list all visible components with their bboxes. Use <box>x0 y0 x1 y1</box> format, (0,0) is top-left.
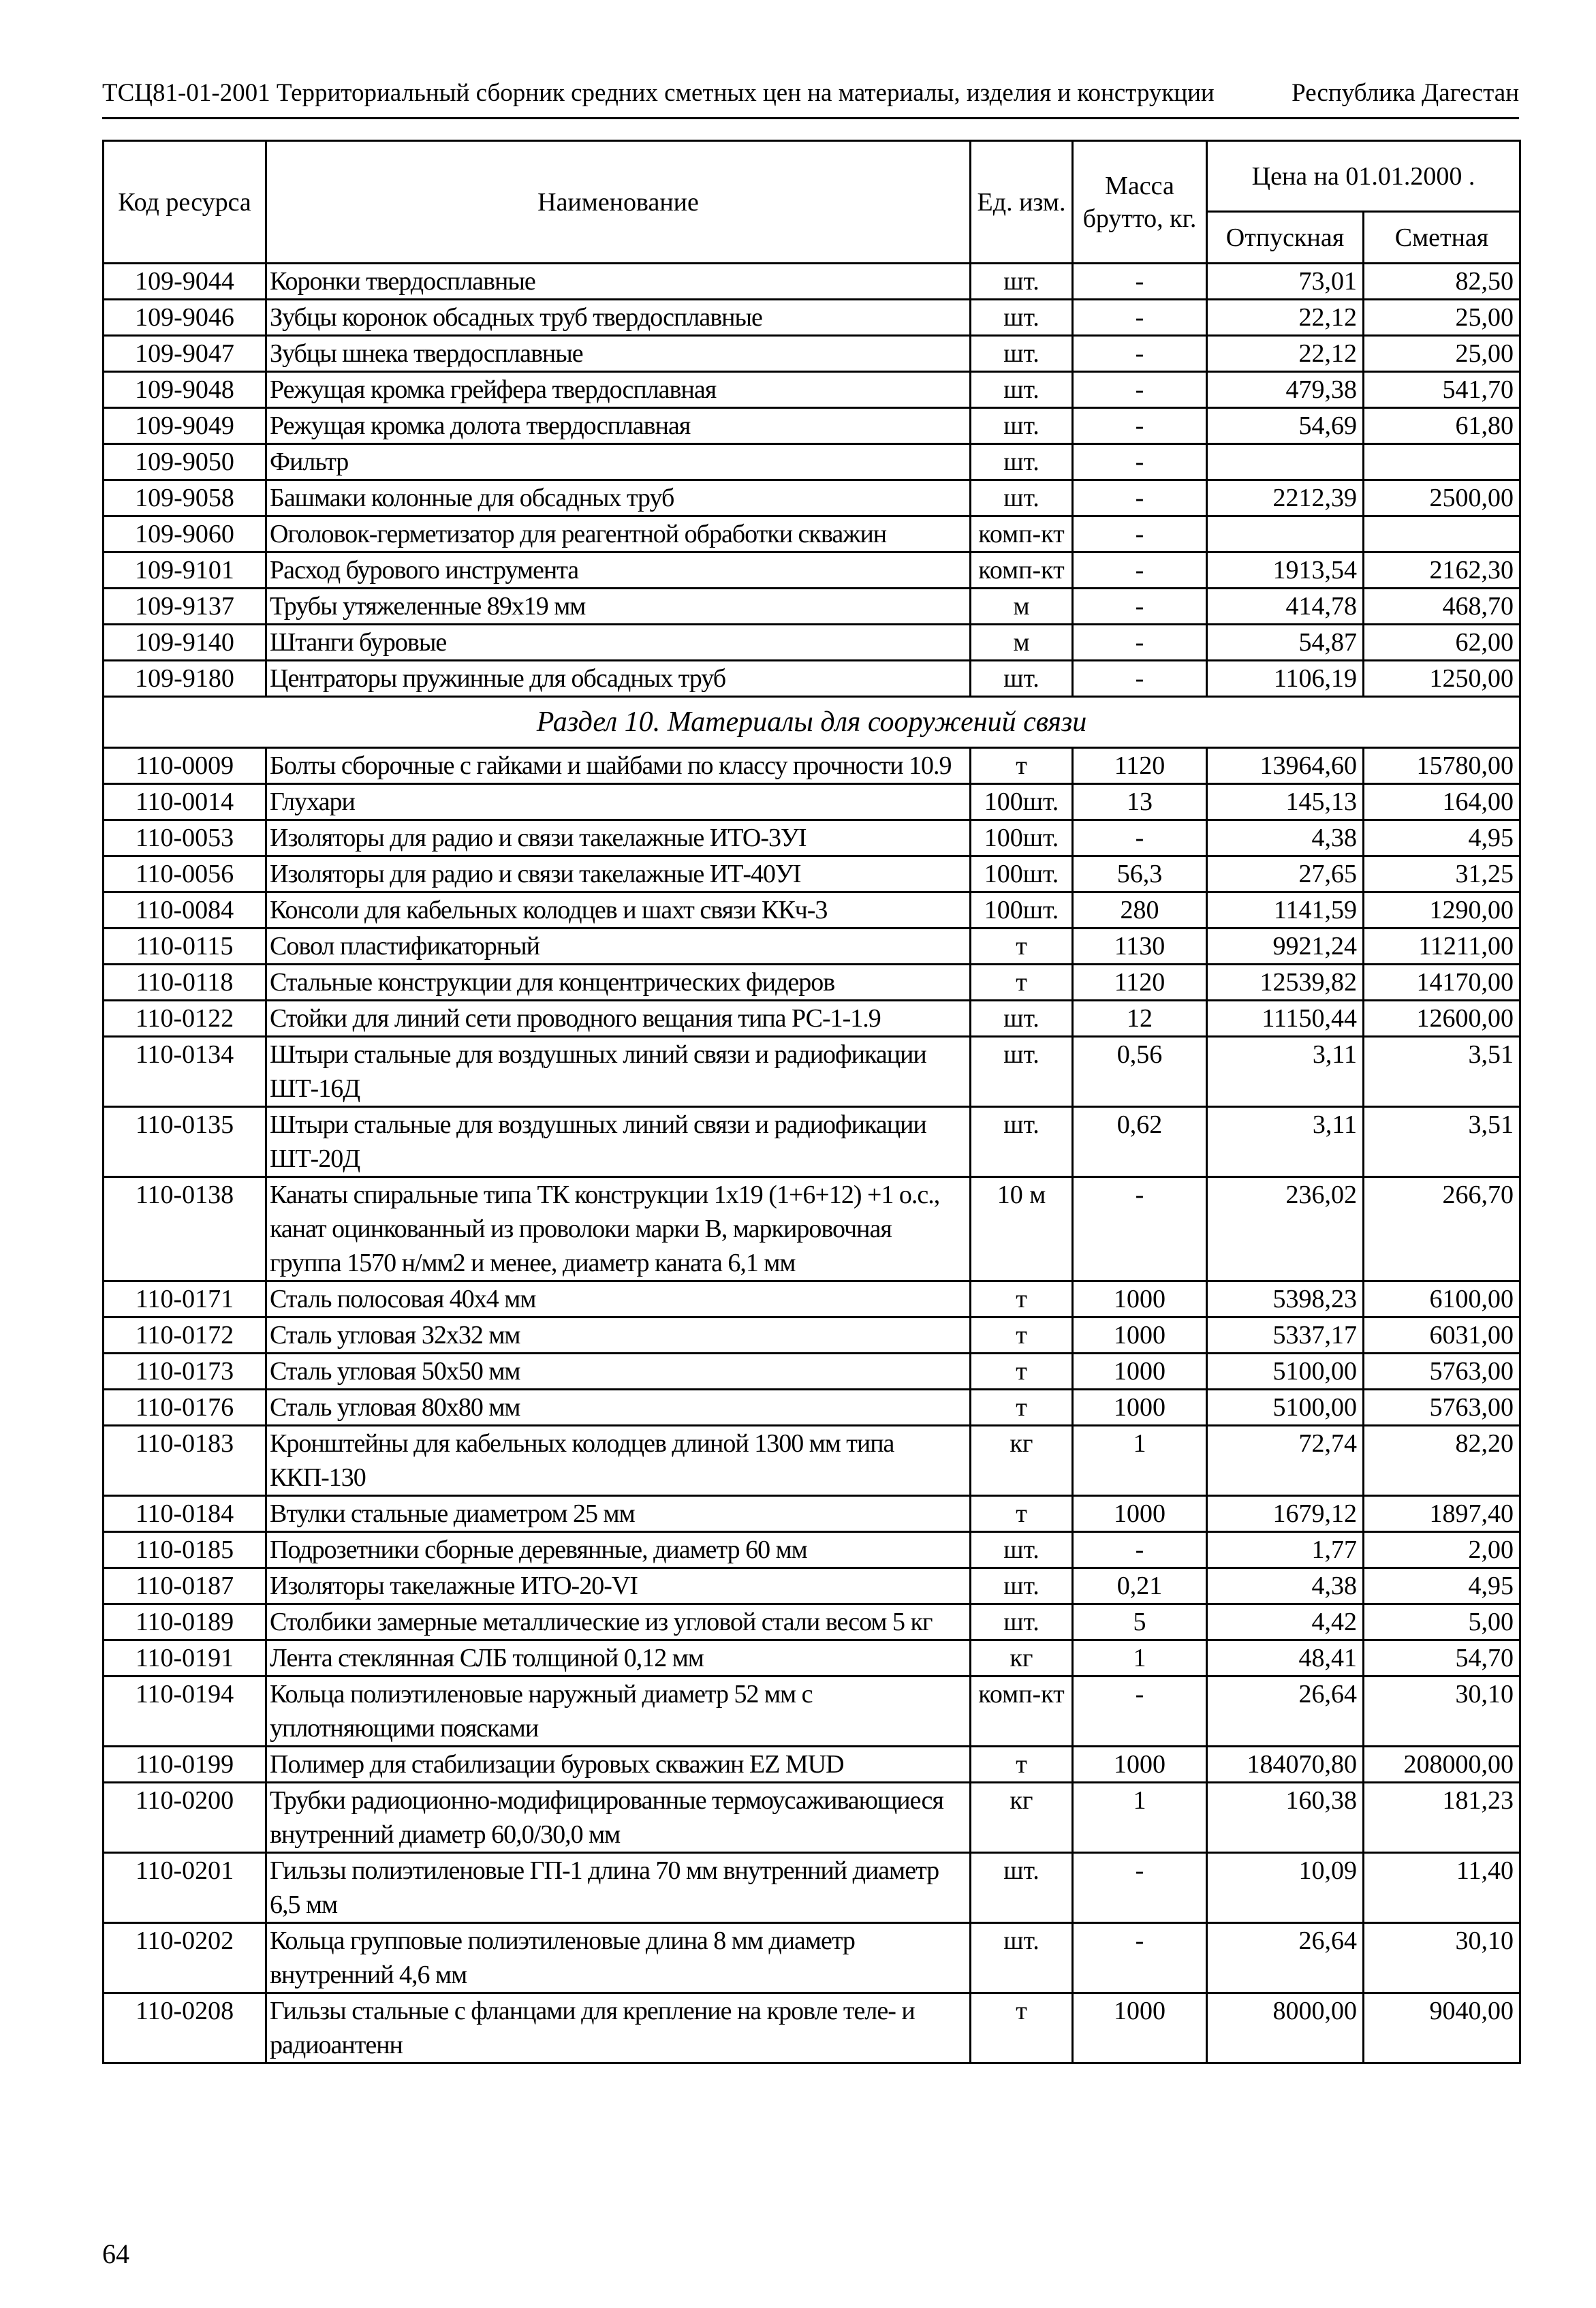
table-row <box>104 1783 1520 1853</box>
table-body-section-10 <box>104 748 1520 2063</box>
resource-name-cell: Совол пластификаторный <box>266 929 971 965</box>
release-price-cell <box>1207 444 1364 480</box>
section-title: Раздел 10. Материалы для сооружений связи <box>104 697 1520 748</box>
unit-cell: т <box>971 929 1073 965</box>
unit-cell: шт. <box>971 300 1073 336</box>
estimate-price-cell: 31,25 <box>1364 856 1520 892</box>
estimate-price-cell: 164,00 <box>1364 784 1520 820</box>
table-row <box>104 300 1520 336</box>
resource-code-cell: 109-9137 <box>104 589 266 625</box>
release-price-cell: 1,77 <box>1207 1532 1364 1568</box>
resource-code-cell: 110-0173 <box>104 1354 266 1390</box>
release-price-cell: 54,69 <box>1207 408 1364 444</box>
release-price-cell: 26,64 <box>1207 1677 1364 1747</box>
table-body-section-9 <box>104 264 1520 697</box>
release-price-cell: 12539,82 <box>1207 965 1364 1001</box>
table-header <box>104 141 1520 264</box>
release-price-cell: 5337,17 <box>1207 1317 1364 1354</box>
unit-cell: шт. <box>971 1037 1073 1107</box>
resource-name-cell: Изоляторы такелажные ИТО-20-VI <box>266 1568 971 1604</box>
mass-cell: 1120 <box>1073 965 1207 1001</box>
estimate-price-cell: 12600,00 <box>1364 1001 1520 1037</box>
unit-cell: комп-кт <box>971 1677 1073 1747</box>
table-row <box>104 1568 1520 1604</box>
table-row <box>104 1001 1520 1037</box>
release-price-cell: 10,09 <box>1207 1853 1364 1923</box>
estimate-price-cell: 3,51 <box>1364 1107 1520 1177</box>
header-mass: Масса брутто, кг. <box>1073 141 1207 264</box>
estimate-price-cell: 1897,40 <box>1364 1496 1520 1532</box>
estimate-price-cell: 468,70 <box>1364 589 1520 625</box>
estimate-price-cell: 4,95 <box>1364 1568 1520 1604</box>
table-row <box>104 1496 1520 1532</box>
release-price-cell: 48,41 <box>1207 1640 1364 1677</box>
resource-name-cell: Режущая кромка долота твердосплавная <box>266 408 971 444</box>
table-row <box>104 1677 1520 1747</box>
header-unit: Ед. изм. <box>971 141 1073 264</box>
estimate-price-cell: 2162,30 <box>1364 552 1520 589</box>
table-row <box>104 589 1520 625</box>
resource-name-cell: Зубцы шнека твердосплавные <box>266 336 971 372</box>
estimate-price-cell: 4,95 <box>1364 820 1520 856</box>
resource-code-cell: 110-0053 <box>104 820 266 856</box>
release-price-cell: 145,13 <box>1207 784 1364 820</box>
resource-name-cell: Трубы утяжеленные 89х19 мм <box>266 589 971 625</box>
unit-cell: кг <box>971 1640 1073 1677</box>
unit-cell: т <box>971 965 1073 1001</box>
release-price-cell: 5100,00 <box>1207 1354 1364 1390</box>
release-price-cell: 1679,12 <box>1207 1496 1364 1532</box>
resource-code-cell: 110-0191 <box>104 1640 266 1677</box>
header-release-price: Отпускная <box>1207 212 1364 264</box>
mass-cell: 12 <box>1073 1001 1207 1037</box>
table-row <box>104 1177 1520 1281</box>
table-row <box>104 336 1520 372</box>
resource-name-cell: Сталь угловая 32х32 мм <box>266 1317 971 1354</box>
resource-code-cell: 110-0115 <box>104 929 266 965</box>
estimate-price-cell: 5763,00 <box>1364 1354 1520 1390</box>
mass-cell: - <box>1073 1677 1207 1747</box>
estimate-price-cell: 54,70 <box>1364 1640 1520 1677</box>
unit-cell: т <box>971 1354 1073 1390</box>
release-price-cell: 22,12 <box>1207 300 1364 336</box>
resource-code-cell: 110-0201 <box>104 1853 266 1923</box>
table-row <box>104 552 1520 589</box>
mass-cell: 5 <box>1073 1604 1207 1640</box>
resource-code-cell: 109-9049 <box>104 408 266 444</box>
mass-cell: 1000 <box>1073 1281 1207 1317</box>
mass-cell: - <box>1073 625 1207 661</box>
unit-cell: шт. <box>971 1923 1073 1993</box>
resource-code-cell: 110-0014 <box>104 784 266 820</box>
release-price-cell: 236,02 <box>1207 1177 1364 1281</box>
mass-cell: 0,56 <box>1073 1037 1207 1107</box>
resource-name-cell: Штыри стальные для воздушных линий связи и радиофикации ШТ-20Д <box>266 1107 971 1177</box>
resource-name-cell: Центраторы пружинные для обсадных труб <box>266 661 971 697</box>
page-number: 64 <box>102 2239 129 2269</box>
resource-code-cell: 110-0084 <box>104 892 266 929</box>
estimate-price-cell: 6031,00 <box>1364 1317 1520 1354</box>
unit-cell: шт. <box>971 1532 1073 1568</box>
unit-cell: шт. <box>971 408 1073 444</box>
mass-cell: 0,62 <box>1073 1107 1207 1177</box>
resource-name-cell: Глухари <box>266 784 971 820</box>
resource-name-cell: Сталь полосовая 40х4 мм <box>266 1281 971 1317</box>
unit-cell: 100шт. <box>971 856 1073 892</box>
mass-cell: 1000 <box>1073 1317 1207 1354</box>
estimate-price-cell: 9040,00 <box>1364 1993 1520 2063</box>
estimate-price-cell: 25,00 <box>1364 336 1520 372</box>
resource-code-cell: 109-9046 <box>104 300 266 336</box>
release-price-cell: 8000,00 <box>1207 1993 1364 2063</box>
unit-cell: комп-кт <box>971 552 1073 589</box>
resource-code-cell: 109-9058 <box>104 480 266 516</box>
resource-name-cell: Болты сборочные с гайками и шайбами по классу прочности 10.9 <box>266 748 971 784</box>
resource-name-cell: Канаты спиральные типа ТК конструкции 1х19 (1+6+12) +1 о.с., канат оцинкованный из проволоки марки В, маркировочная группа 1570 н/мм2 и менее, диаметр каната 6,1 мм <box>266 1177 971 1281</box>
resource-code-cell: 110-0135 <box>104 1107 266 1177</box>
estimate-price-cell: 6100,00 <box>1364 1281 1520 1317</box>
mass-cell: 1000 <box>1073 1747 1207 1783</box>
resource-name-cell: Фильтр <box>266 444 971 480</box>
resource-code-cell: 110-0138 <box>104 1177 266 1281</box>
table-row <box>104 1107 1520 1177</box>
document-title: ТСЦ81-01-2001 Территориальный сборник средних сметных цен на материалы, изделия и конструкции <box>102 79 1215 107</box>
release-price-cell: 1141,59 <box>1207 892 1364 929</box>
resource-name-cell: Изоляторы для радио и связи такелажные ИТ-40УI <box>266 856 971 892</box>
unit-cell: шт. <box>971 661 1073 697</box>
resource-name-cell: Оголовок-герметизатор для реагентной обработки скважин <box>266 516 971 552</box>
release-price-cell <box>1207 516 1364 552</box>
resource-name-cell: Лента стеклянная СЛБ толщиной 0,12 мм <box>266 1640 971 1677</box>
release-price-cell: 1913,54 <box>1207 552 1364 589</box>
resource-code-cell: 110-0176 <box>104 1390 266 1426</box>
unit-cell: т <box>971 1281 1073 1317</box>
release-price-cell: 5100,00 <box>1207 1390 1364 1426</box>
release-price-cell: 4,38 <box>1207 820 1364 856</box>
unit-cell: 100шт. <box>971 784 1073 820</box>
unit-cell: кг <box>971 1426 1073 1496</box>
resource-code-cell: 110-0208 <box>104 1993 266 2063</box>
mass-cell: - <box>1073 820 1207 856</box>
table-row <box>104 1317 1520 1354</box>
mass-cell: - <box>1073 516 1207 552</box>
table-row <box>104 661 1520 697</box>
release-price-cell: 73,01 <box>1207 264 1364 300</box>
release-price-cell: 3,11 <box>1207 1037 1364 1107</box>
resource-name-cell: Сталь угловая 80х80 мм <box>266 1390 971 1426</box>
header-name: Наименование <box>266 141 971 264</box>
resource-code-cell: 110-0199 <box>104 1747 266 1783</box>
resource-name-cell: Гильзы полиэтиленовые ГП-1 длина 70 мм внутренний диаметр 6,5 мм <box>266 1853 971 1923</box>
mass-cell: 1000 <box>1073 1496 1207 1532</box>
resource-name-cell: Кольца групповые полиэтиленовые длина 8 мм диаметр внутренний 4,6 мм <box>266 1923 971 1993</box>
unit-cell: шт. <box>971 1604 1073 1640</box>
mass-cell: - <box>1073 480 1207 516</box>
unit-cell: 100шт. <box>971 892 1073 929</box>
header-code: Код ресурса <box>104 141 266 264</box>
mass-cell: 1 <box>1073 1783 1207 1853</box>
release-price-cell: 160,38 <box>1207 1783 1364 1853</box>
unit-cell: т <box>971 1317 1073 1354</box>
estimate-price-cell: 25,00 <box>1364 300 1520 336</box>
release-price-cell: 4,42 <box>1207 1604 1364 1640</box>
mass-cell: - <box>1073 300 1207 336</box>
unit-cell: м <box>971 589 1073 625</box>
table-row <box>104 444 1520 480</box>
table-row <box>104 1532 1520 1568</box>
table-row <box>104 748 1520 784</box>
table-row <box>104 1747 1520 1783</box>
unit-cell: м <box>971 625 1073 661</box>
resource-name-cell: Штыри стальные для воздушных линий связи и радиофикации ШТ-16Д <box>266 1037 971 1107</box>
release-price-cell: 2212,39 <box>1207 480 1364 516</box>
table-row <box>104 1426 1520 1496</box>
resource-name-cell: Башмаки колонные для обсадных труб <box>266 480 971 516</box>
mass-cell: - <box>1073 589 1207 625</box>
unit-cell: т <box>971 1993 1073 2063</box>
unit-cell: шт. <box>971 372 1073 408</box>
unit-cell: т <box>971 748 1073 784</box>
table-row <box>104 1281 1520 1317</box>
estimate-price-cell: 5763,00 <box>1364 1390 1520 1426</box>
release-price-cell: 1106,19 <box>1207 661 1364 697</box>
resource-code-cell: 110-0118 <box>104 965 266 1001</box>
resource-name-cell: Расход бурового инструмента <box>266 552 971 589</box>
mass-cell: - <box>1073 1177 1207 1281</box>
resource-code-cell: 110-0202 <box>104 1923 266 1993</box>
table-row <box>104 784 1520 820</box>
mass-cell: 1000 <box>1073 1993 1207 2063</box>
resource-name-cell: Кольца полиэтиленовые наружный диаметр 52 мм с уплотняющими поясками <box>266 1677 971 1747</box>
resource-name-cell: Изоляторы для радио и связи такелажные ИТО-3УI <box>266 820 971 856</box>
release-price-cell: 414,78 <box>1207 589 1364 625</box>
table-row <box>104 892 1520 929</box>
estimate-price-cell: 30,10 <box>1364 1923 1520 1993</box>
mass-cell: 13 <box>1073 784 1207 820</box>
mass-cell: 56,3 <box>1073 856 1207 892</box>
estimate-price-cell: 181,23 <box>1364 1783 1520 1853</box>
mass-cell: - <box>1073 444 1207 480</box>
release-price-cell: 479,38 <box>1207 372 1364 408</box>
unit-cell: шт. <box>971 480 1073 516</box>
estimate-price-cell: 62,00 <box>1364 625 1520 661</box>
table-row <box>104 625 1520 661</box>
estimate-price-cell: 266,70 <box>1364 1177 1520 1281</box>
mass-cell: - <box>1073 552 1207 589</box>
mass-cell: 280 <box>1073 892 1207 929</box>
price-table <box>102 140 1521 2064</box>
resource-name-cell: Режущая кромка грейфера твердосплавная <box>266 372 971 408</box>
mass-cell: 1 <box>1073 1426 1207 1496</box>
mass-cell: 1 <box>1073 1640 1207 1677</box>
mass-cell: - <box>1073 336 1207 372</box>
estimate-price-cell: 14170,00 <box>1364 965 1520 1001</box>
resource-code-cell: 110-0134 <box>104 1037 266 1107</box>
table-row <box>104 965 1520 1001</box>
release-price-cell: 13964,60 <box>1207 748 1364 784</box>
resource-code-cell: 110-0200 <box>104 1783 266 1853</box>
estimate-price-cell: 82,50 <box>1364 264 1520 300</box>
estimate-price-cell: 61,80 <box>1364 408 1520 444</box>
header-estimate-price: Сметная <box>1364 212 1520 264</box>
table-row <box>104 929 1520 965</box>
release-price-cell: 184070,80 <box>1207 1747 1364 1783</box>
resource-code-cell: 109-9050 <box>104 444 266 480</box>
header-divider <box>102 117 1519 119</box>
estimate-price-cell <box>1364 516 1520 552</box>
unit-cell: шт. <box>971 1001 1073 1037</box>
resource-code-cell: 109-9101 <box>104 552 266 589</box>
estimate-price-cell: 82,20 <box>1364 1426 1520 1496</box>
estimate-price-cell: 11211,00 <box>1364 929 1520 965</box>
resource-code-cell: 110-0183 <box>104 1426 266 1496</box>
resource-name-cell: Столбики замерные металлические из угловой стали весом 5 кг <box>266 1604 971 1640</box>
resource-code-cell: 109-9180 <box>104 661 266 697</box>
resource-name-cell: Трубки радиоционно-модифицированные термоусаживающиеся внутренний диаметр 60,0/30,0 мм <box>266 1783 971 1853</box>
table-row <box>104 1993 1520 2063</box>
table-row <box>104 1037 1520 1107</box>
release-price-cell: 9921,24 <box>1207 929 1364 965</box>
unit-cell: 100шт. <box>971 820 1073 856</box>
mass-cell: - <box>1073 372 1207 408</box>
resource-name-cell: Гильзы стальные с фланцами для крепление на кровле теле- и радиоантенн <box>266 1993 971 2063</box>
resource-code-cell: 110-0185 <box>104 1532 266 1568</box>
unit-cell: комп-кт <box>971 516 1073 552</box>
release-price-cell: 54,87 <box>1207 625 1364 661</box>
resource-code-cell: 109-9048 <box>104 372 266 408</box>
table-row <box>104 1923 1520 1993</box>
resource-code-cell: 110-0122 <box>104 1001 266 1037</box>
mass-cell: - <box>1073 408 1207 444</box>
resource-name-cell: Втулки стальные диаметром 25 мм <box>266 1496 971 1532</box>
unit-cell: 10 м <box>971 1177 1073 1281</box>
mass-cell: 0,21 <box>1073 1568 1207 1604</box>
resource-code-cell: 110-0194 <box>104 1677 266 1747</box>
resource-code-cell: 110-0009 <box>104 748 266 784</box>
table-row <box>104 1640 1520 1677</box>
resource-name-cell: Кронштейны для кабельных колодцев длиной 1300 мм типа ККП-130 <box>266 1426 971 1496</box>
mass-cell: 1000 <box>1073 1354 1207 1390</box>
table-row <box>104 820 1520 856</box>
mass-cell: - <box>1073 1853 1207 1923</box>
unit-cell: шт. <box>971 336 1073 372</box>
estimate-price-cell: 2500,00 <box>1364 480 1520 516</box>
mass-cell: - <box>1073 661 1207 697</box>
release-price-cell: 27,65 <box>1207 856 1364 892</box>
resource-code-cell: 110-0184 <box>104 1496 266 1532</box>
unit-cell: т <box>971 1390 1073 1426</box>
header-price: Цена на 01.01.2000 . <box>1207 141 1520 212</box>
mass-cell: - <box>1073 1532 1207 1568</box>
resource-code-cell: 109-9047 <box>104 336 266 372</box>
unit-cell: т <box>971 1747 1073 1783</box>
region-name: Республика Дагестан <box>1292 79 1519 107</box>
table-row <box>104 516 1520 552</box>
table-row <box>104 372 1520 408</box>
estimate-price-cell: 30,10 <box>1364 1677 1520 1747</box>
resource-name-cell: Полимер для стабилизации буровых скважин EZ MUD <box>266 1747 971 1783</box>
table-row <box>104 1354 1520 1390</box>
release-price-cell: 72,74 <box>1207 1426 1364 1496</box>
estimate-price-cell: 2,00 <box>1364 1532 1520 1568</box>
table-row <box>104 1604 1520 1640</box>
table-row <box>104 480 1520 516</box>
estimate-price-cell: 15780,00 <box>1364 748 1520 784</box>
unit-cell: шт. <box>971 1107 1073 1177</box>
resource-code-cell: 109-9044 <box>104 264 266 300</box>
estimate-price-cell <box>1364 444 1520 480</box>
mass-cell: 1000 <box>1073 1390 1207 1426</box>
resource-code-cell: 110-0171 <box>104 1281 266 1317</box>
estimate-price-cell: 208000,00 <box>1364 1747 1520 1783</box>
resource-name-cell: Стойки для линий сети проводного вещания типа РС-1-1.9 <box>266 1001 971 1037</box>
resource-name-cell: Штанги буровые <box>266 625 971 661</box>
unit-cell: т <box>971 1496 1073 1532</box>
estimate-price-cell: 3,51 <box>1364 1037 1520 1107</box>
resource-code-cell: 110-0172 <box>104 1317 266 1354</box>
mass-cell: - <box>1073 264 1207 300</box>
release-price-cell: 22,12 <box>1207 336 1364 372</box>
release-price-cell: 26,64 <box>1207 1923 1364 1993</box>
resource-name-cell: Зубцы коронок обсадных труб твердосплавные <box>266 300 971 336</box>
resource-code-cell: 109-9060 <box>104 516 266 552</box>
resource-name-cell: Подрозетники сборные деревянные, диаметр 60 мм <box>266 1532 971 1568</box>
section-divider <box>104 697 1520 748</box>
resource-code-cell: 110-0189 <box>104 1604 266 1640</box>
resource-code-cell: 110-0056 <box>104 856 266 892</box>
resource-name-cell: Сталь угловая 50х50 мм <box>266 1354 971 1390</box>
table-row <box>104 1390 1520 1426</box>
page-header <box>102 78 1519 119</box>
resource-code-cell: 109-9140 <box>104 625 266 661</box>
release-price-cell: 11150,44 <box>1207 1001 1364 1037</box>
mass-cell: 1120 <box>1073 748 1207 784</box>
release-price-cell: 3,11 <box>1207 1107 1364 1177</box>
mass-cell: - <box>1073 1923 1207 1993</box>
estimate-price-cell: 5,00 <box>1364 1604 1520 1640</box>
estimate-price-cell: 1250,00 <box>1364 661 1520 697</box>
unit-cell: шт. <box>971 1853 1073 1923</box>
table-row <box>104 856 1520 892</box>
resource-code-cell: 110-0187 <box>104 1568 266 1604</box>
resource-name-cell: Коронки твердосплавные <box>266 264 971 300</box>
table-row <box>104 1853 1520 1923</box>
resource-name-cell: Консоли для кабельных колодцев и шахт связи ККч-3 <box>266 892 971 929</box>
resource-name-cell: Стальные конструкции для концентрических фидеров <box>266 965 971 1001</box>
release-price-cell: 4,38 <box>1207 1568 1364 1604</box>
table-row <box>104 408 1520 444</box>
table-row <box>104 264 1520 300</box>
unit-cell: шт. <box>971 1568 1073 1604</box>
mass-cell: 1130 <box>1073 929 1207 965</box>
unit-cell: кг <box>971 1783 1073 1853</box>
release-price-cell: 5398,23 <box>1207 1281 1364 1317</box>
unit-cell: шт. <box>971 444 1073 480</box>
unit-cell: шт. <box>971 264 1073 300</box>
estimate-price-cell: 541,70 <box>1364 372 1520 408</box>
estimate-price-cell: 1290,00 <box>1364 892 1520 929</box>
estimate-price-cell: 11,40 <box>1364 1853 1520 1923</box>
